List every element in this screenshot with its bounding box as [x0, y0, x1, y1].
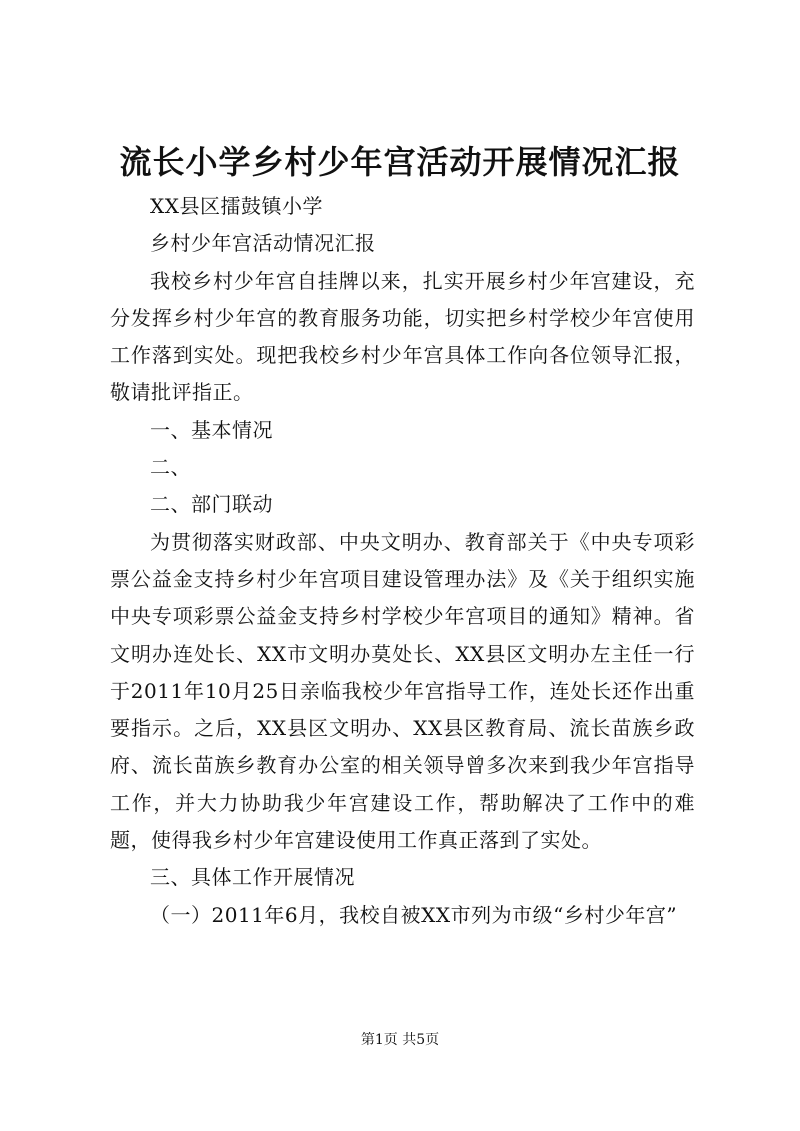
paragraph-report-subtitle: 乡村少年宫活动情况汇报 [150, 231, 376, 256]
heading-department-linkage: 二、部门联动 [150, 492, 273, 517]
page-footer: 第1页 共5页 [360, 1032, 440, 1048]
paragraph-specific-work-1: （一）2011年6月，我校自被XX市列为市级“乡村少年宫” [150, 902, 678, 927]
paragraph-department-linkage: 为贯彻落实财政部、中央文明办、教育部关于《中央专项彩票公益金支持乡村少年宫项目建设管理办法》及《关于组织实施中央专项彩票公益金支持乡村学校少年宫项目的通知》精神。省文明办连处长、XX市文明办莫处长、XX县区文明办左主任一行于2011年10月25日亲临我校少年宫指导工作，连处长还作出重要指示。之后，XX县区文明办、XX县区教育局、流长苗族乡政府、流长苗族乡教育办公室的相关领导曾多次来到我少年宫指导工作，并大力协助我少年宫建设工作，帮助解决了工作中的难题，使得我乡村少年宫建设使用工作真正落到了实处。 [110, 529, 695, 853]
heading-basic-situation: 一、基本情况 [150, 417, 273, 442]
document-body [110, 188, 695, 934]
paragraph-introduction: 我校乡村少年宫自挂牌以来，扎实开展乡村少年宫建设，充分发挥乡村少年宫的教育服务功能，切实把乡村学校少年宫使用工作落到实处。现把我校乡村少年宫具体工作向各位领导汇报，敬请批评指正。 [110, 268, 695, 405]
document-title: 流长小学乡村少年宫活动开展情况汇报 [119, 143, 681, 181]
heading-section-two-empty: 二、 [150, 455, 191, 480]
paragraph-school-name: XX县区擂鼓镇小学 [150, 194, 323, 218]
heading-specific-work: 三、具体工作开展情况 [150, 865, 355, 890]
